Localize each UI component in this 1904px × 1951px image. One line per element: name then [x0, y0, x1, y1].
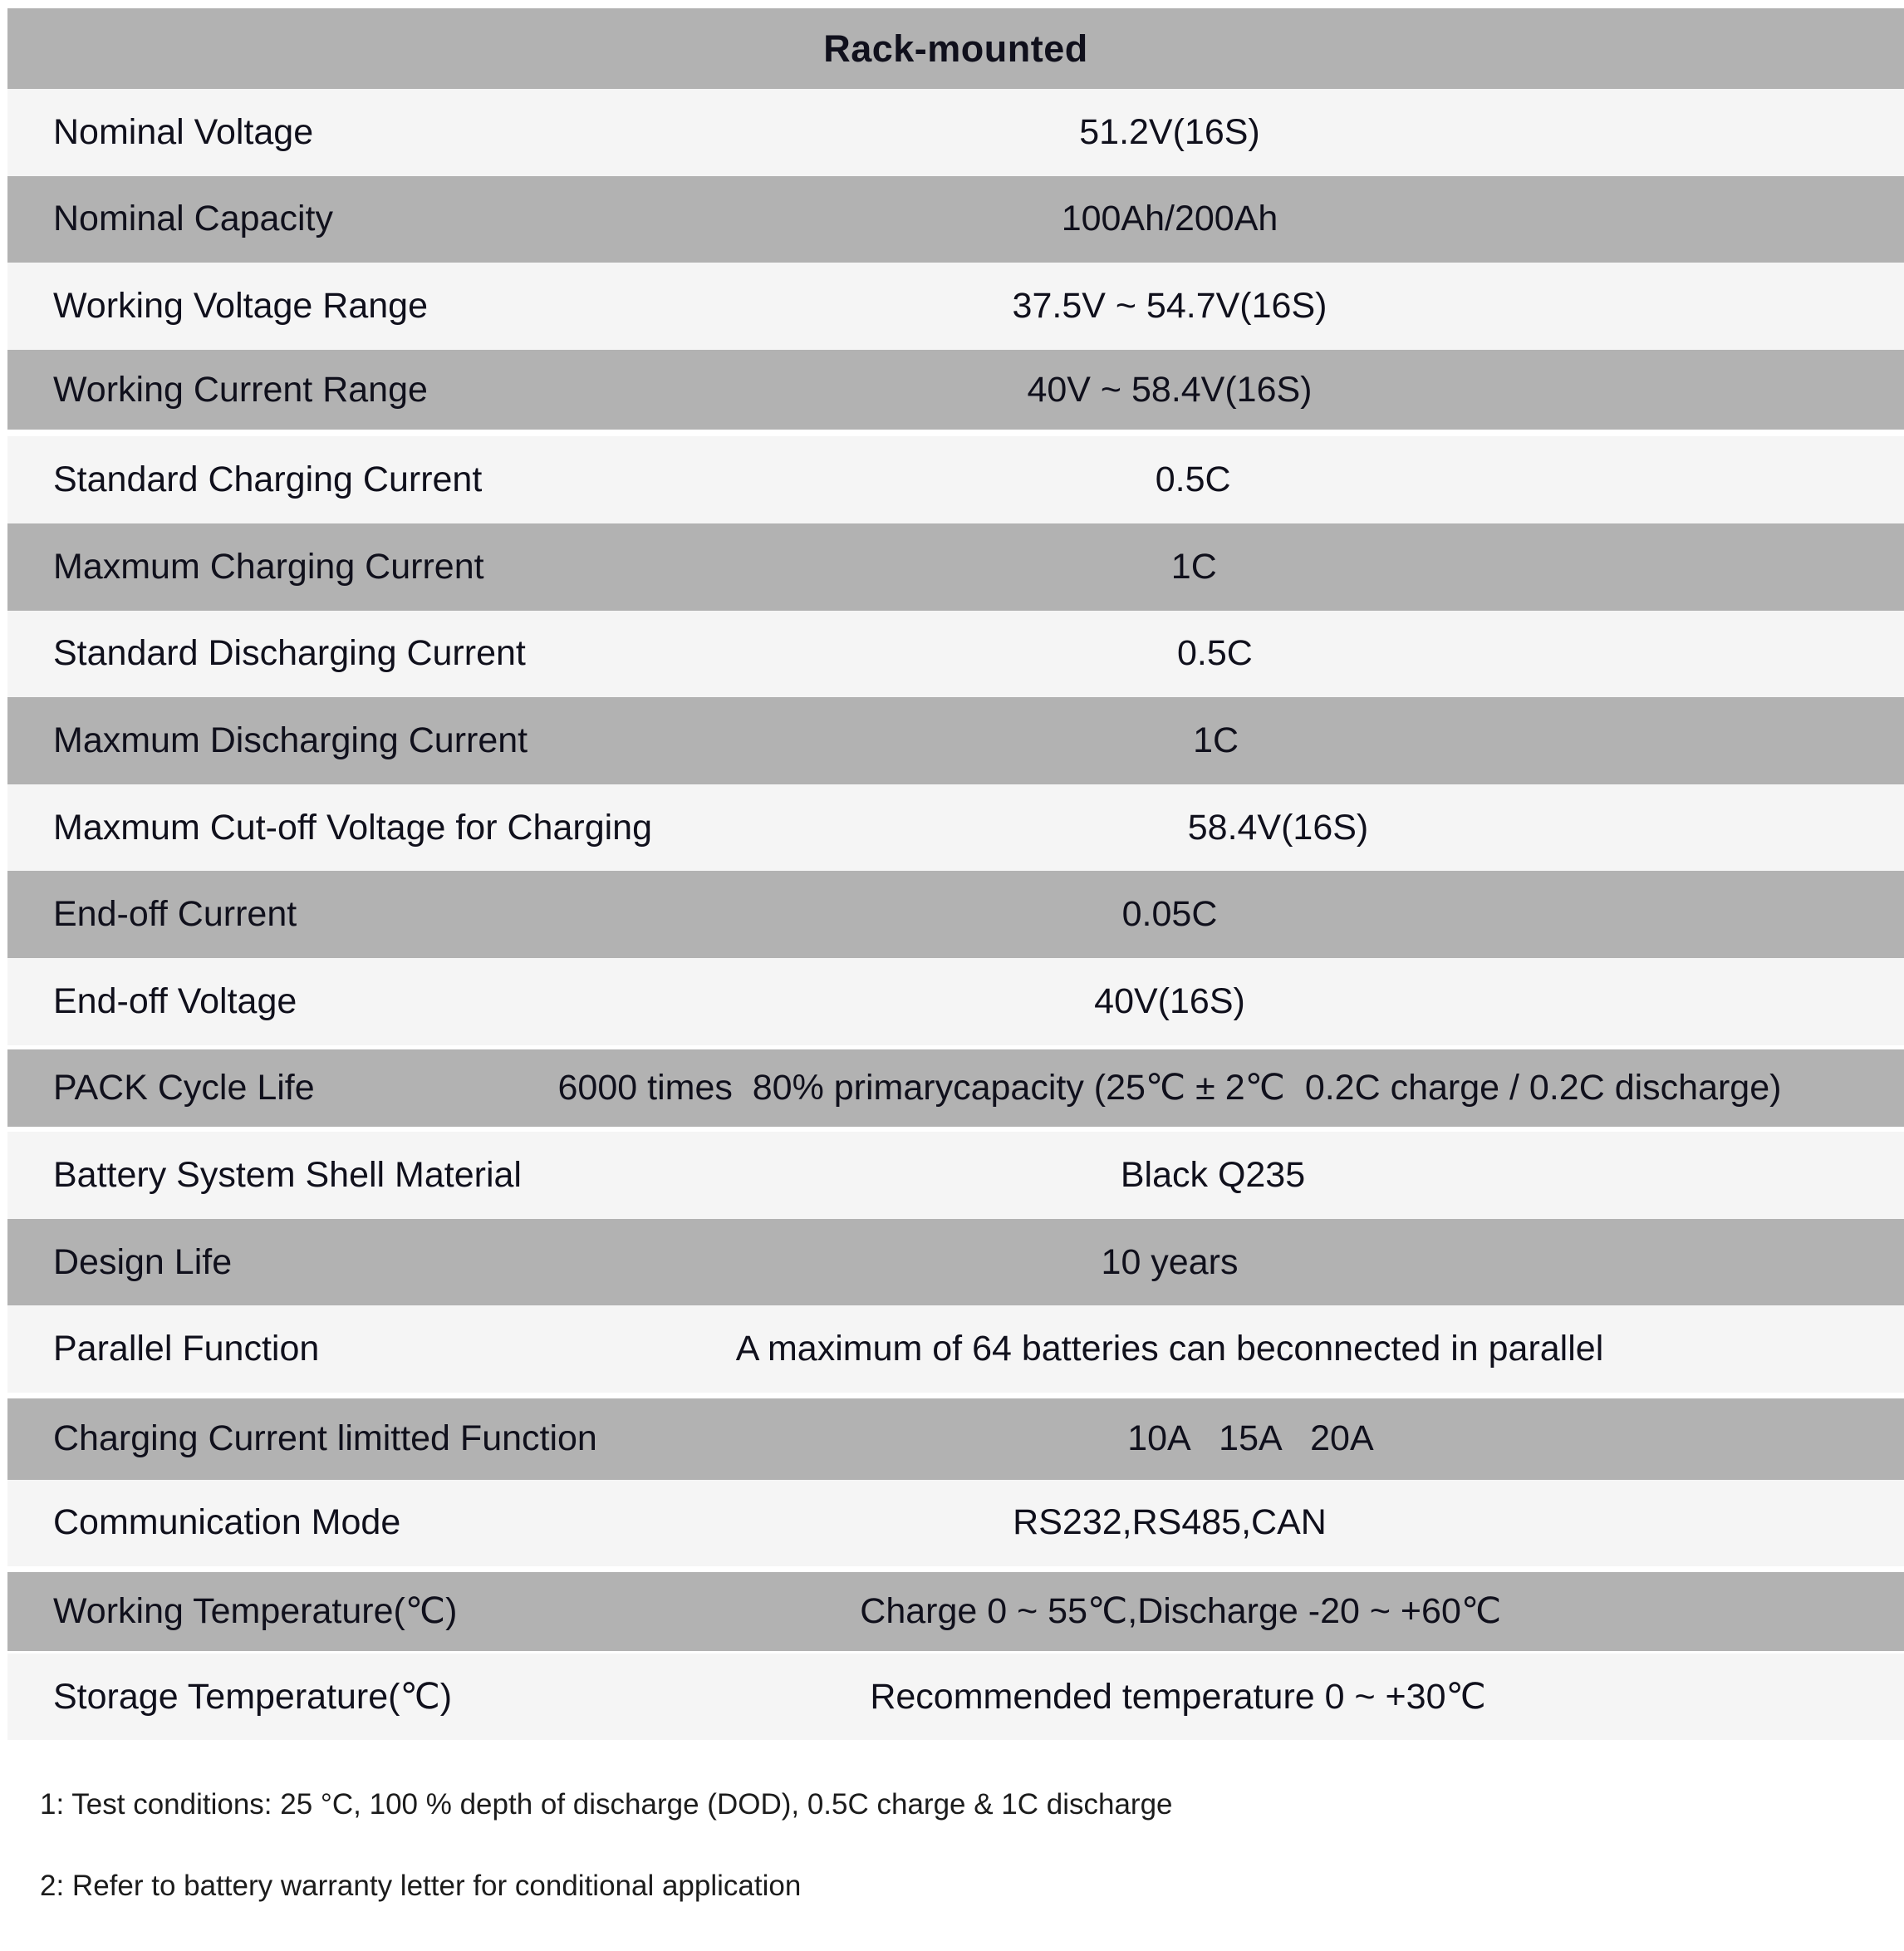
row-value: 0.5C [1177, 633, 1253, 674]
row-label: Working Voltage Range [53, 285, 428, 326]
table-row [7, 1654, 1904, 1741]
row-label: Communication Mode [53, 1502, 401, 1543]
table-row [7, 611, 1904, 698]
row-label: Maxmum Cut-off Voltage for Charging [53, 807, 652, 848]
table-row [7, 436, 1904, 523]
table-row [7, 784, 1904, 872]
row-value: 100Ah/200Ah [1061, 199, 1278, 239]
table-row [7, 1219, 1904, 1306]
row-label: Parallel Function [53, 1329, 320, 1369]
row-value: 58.4V(16S) [1187, 807, 1369, 848]
table-row [7, 1393, 1904, 1480]
table-row [7, 871, 1904, 958]
table-row [7, 263, 1904, 350]
row-value: 51.2V(16S) [1079, 111, 1260, 152]
row-value: 40V ~ 58.4V(16S) [1027, 369, 1313, 410]
table-row [7, 958, 1904, 1045]
table-row [7, 89, 1904, 176]
row-value: 1C [1193, 720, 1239, 760]
spec-rows [7, 89, 1904, 1740]
table-row [7, 176, 1904, 263]
row-value: 40V(16S) [1094, 980, 1245, 1021]
row-value: 10A 15A 20A [1127, 1418, 1374, 1459]
row-value: 0.5C [1155, 459, 1231, 500]
row-label: Standard Discharging Current [53, 633, 526, 674]
row-label: Working Temperature(℃) [53, 1591, 458, 1632]
spec-table [7, 8, 1904, 1740]
row-label: PACK Cycle Life [53, 1067, 315, 1108]
row-label: Maxmum Charging Current [53, 546, 484, 587]
table-row [7, 1045, 1904, 1133]
row-value: Black Q235 [1120, 1154, 1306, 1195]
footnote: 2: Refer to battery warranty letter for conditional application [40, 1870, 802, 1902]
row-label: Standard Charging Current [53, 459, 483, 500]
row-label: Charging Current limitted Function [53, 1418, 597, 1459]
row-value: 37.5V ~ 54.7V(16S) [1012, 285, 1327, 326]
row-label: Storage Temperature(℃) [53, 1676, 453, 1717]
table-row [7, 1480, 1904, 1567]
table-row [7, 1305, 1904, 1393]
table-row [7, 697, 1904, 784]
row-value: 0.05C [1121, 894, 1218, 935]
table-row [7, 523, 1904, 611]
row-label: Design Life [53, 1241, 233, 1282]
row-value: 1C [1170, 546, 1217, 587]
row-label: End-off Current [53, 894, 297, 935]
row-label: Maxmum Discharging Current [53, 720, 528, 760]
row-label: Working Current Range [53, 369, 428, 410]
table-title: Rack-mounted [7, 8, 1904, 89]
table-row [7, 1132, 1904, 1219]
row-value: A maximum of 64 batteries can beconnected in parallel [735, 1329, 1604, 1369]
row-value: Recommended temperature 0 ~ +30℃ [870, 1676, 1486, 1717]
footnotes [40, 1788, 1871, 1951]
row-value: RS232,RS485,CAN [1013, 1502, 1327, 1543]
row-value: 10 years [1101, 1241, 1239, 1282]
table-row [7, 350, 1904, 437]
row-label: Nominal Voltage [53, 111, 314, 152]
row-label: Battery System Shell Material [53, 1154, 522, 1195]
footnote: 1: Test conditions: 25 °C, 100 % depth of discharge (DOD), 0.5C charge & 1C discharge [40, 1788, 1173, 1821]
row-value: 6000 times 80% primarycapacity (25℃ ± 2℃ 0.2C charge / 0.2C discharge) [557, 1068, 1782, 1108]
row-value: Charge 0 ~ 55℃,Discharge -20 ~ +60℃ [860, 1591, 1502, 1632]
row-label: Nominal Capacity [53, 199, 333, 239]
table-row [7, 1566, 1904, 1654]
row-label: End-off Voltage [53, 980, 297, 1021]
